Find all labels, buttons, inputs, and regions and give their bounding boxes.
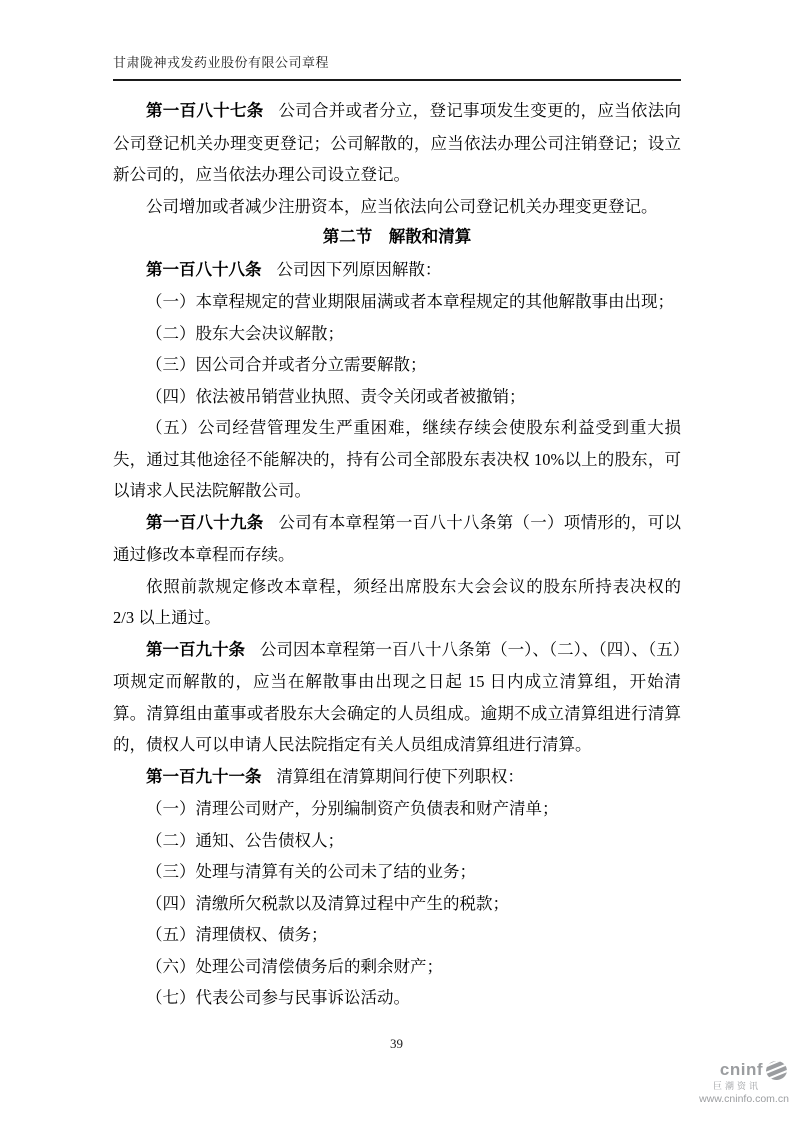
cninfo-logo-row bbox=[698, 1060, 790, 1081]
article-number: 第一百八十九条 bbox=[146, 513, 264, 532]
list-item: （四）依法被吊销营业执照、责令关闭或者被撤销； bbox=[146, 386, 526, 406]
list-item: （一）清理公司财产，分别编制资产负债表和财产清单； bbox=[146, 799, 559, 818]
list-item: （五）清理债权、债务； bbox=[146, 925, 328, 944]
list-item: （二）通知、公告债权人； bbox=[146, 830, 344, 850]
article-text: 公司因本章程第一百八十八条第（一）、（二）、（四）、（五）项规定而解散的，应当在解散事由出现之日起 15 日内成立清算组，开始清算。清算组由董事或者股东大会确定的人员组成。逾期不成立清算组进行清算的，债权人可以申请人民法院指定有关人员组成清算组进行清算。 bbox=[113, 639, 682, 754]
list-item: （二）股东大会决议解散； bbox=[146, 323, 344, 343]
paragraph: 依照前款规定修改本章程，须经出席股东大会会议的股东所持表决权的 2/3 以上通过。 bbox=[113, 576, 681, 627]
article-paragraph bbox=[113, 507, 681, 571]
paragraph: 公司增加或者减少注册资本，应当依法向公司登记机关办理变更登记。 bbox=[146, 196, 658, 216]
cninfo-url: www.cninfo.com.cn bbox=[699, 1092, 789, 1105]
document-body bbox=[113, 95, 681, 1014]
list-item: （五）公司经营管理发生严重困难，继续存续会使股东利益受到重大损失，通过其他途径不能解决的，持有公司全部股东表决权 10%以上的股东，可以请求人民法院解散公司。 bbox=[113, 418, 681, 500]
page-header bbox=[113, 52, 681, 81]
section-heading: 第二节 解散和清算 bbox=[322, 228, 472, 246]
article-number: 第一百九十一条 bbox=[146, 767, 262, 786]
document-header-title: 甘肃陇神戎发药业股份有限公司章程 bbox=[113, 55, 330, 70]
list-item: （四）清缴所欠税款以及清算过程中产生的税款； bbox=[146, 893, 509, 913]
article-number: 第一百九十条 bbox=[146, 640, 246, 659]
article-text: 公司有本章程第一百八十八条第（一）项情形的，可以通过修改本章程而存续。 bbox=[113, 512, 682, 564]
cninfo-brand-text: cninf bbox=[719, 1060, 763, 1080]
list-item: （三）因公司合并或者分立需要解散； bbox=[146, 355, 427, 374]
article-paragraph bbox=[113, 254, 681, 287]
list-item: （三）处理与清算有关的公司未了结的业务； bbox=[146, 862, 476, 881]
cninfo-chinese-name: 巨潮资讯 bbox=[712, 1081, 761, 1091]
list-item: （一）本章程规定的营业期限届满或者本章程规定的其他解散事由出现； bbox=[146, 292, 674, 311]
article-text: 公司因下列原因解散： bbox=[276, 259, 442, 279]
article-text: 公司合并或者分立，登记事项发生变更的，应当依法向公司登记机关办理变更登记；公司解散的，应当依法办理公司注销登记；设立新公司的，应当依法办理公司设立登记。 bbox=[113, 101, 682, 184]
article-number: 第一百八十八条 bbox=[146, 260, 262, 279]
article-paragraph bbox=[113, 761, 681, 794]
swirl-globe-icon bbox=[765, 1060, 788, 1081]
article-paragraph bbox=[113, 95, 681, 191]
cninfo-logo bbox=[698, 1060, 790, 1105]
list-item: （六）处理公司清偿债务后的剩余财产； bbox=[146, 956, 443, 976]
page-number: 39 bbox=[390, 1036, 403, 1051]
article-paragraph bbox=[113, 634, 681, 761]
article-text: 清算组在清算期间行使下列职权： bbox=[276, 766, 524, 786]
article-number: 第一百八十七条 bbox=[146, 102, 264, 120]
list-item: （七）代表公司参与民事诉讼活动。 bbox=[146, 988, 410, 1007]
